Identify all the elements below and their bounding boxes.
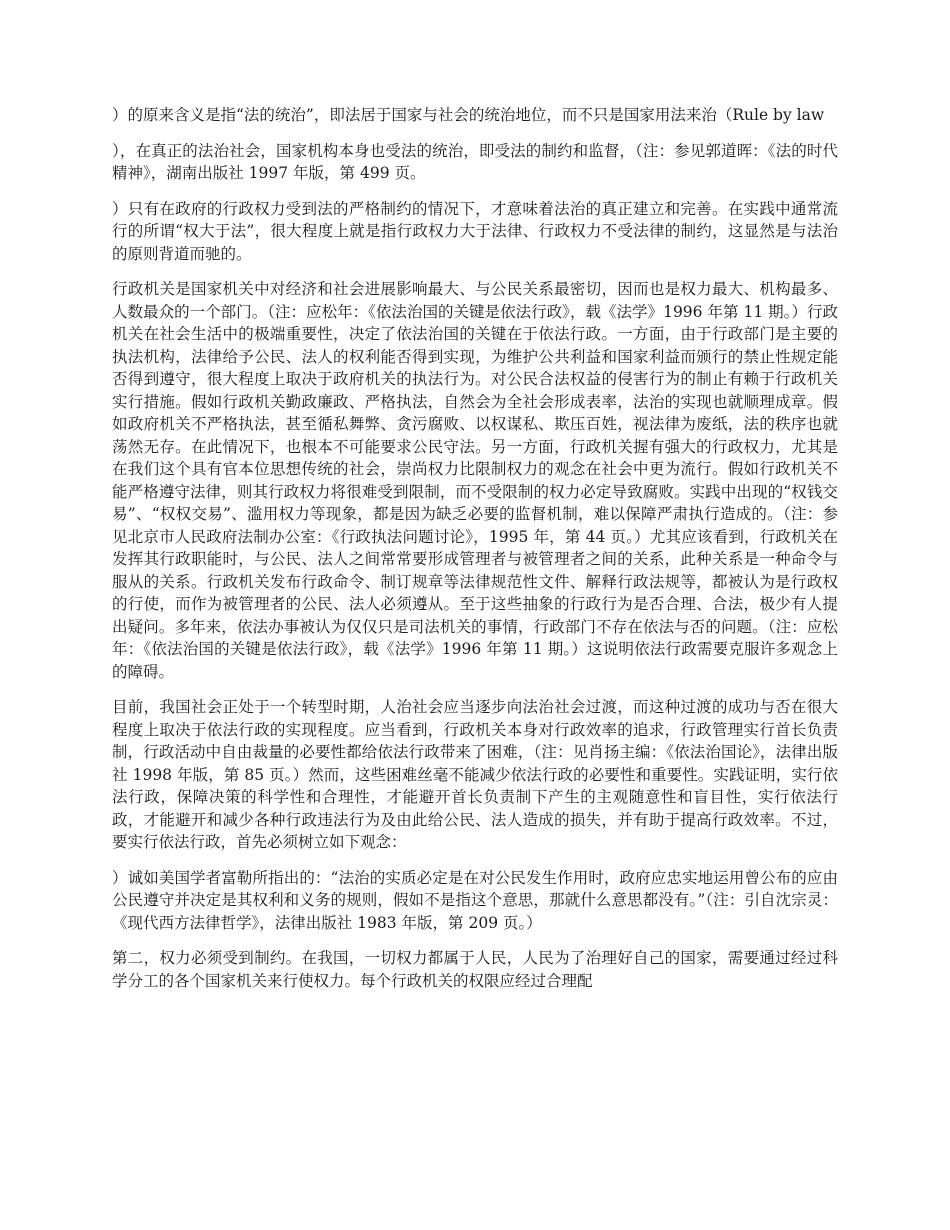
paragraph-1: ）的原来含义是指“法的统治”，即法居于国家与社会的统治地位，而不只是国家用法来治（Rule by law	[112, 106, 825, 124]
paragraph-6: ）诚如美国学者富勒所指出的：“法治的实质必定是在对公民发生作用时，政府应忠实地运用曾公布的应由公民遵守并决定是其权利和义务的规则，假如不是指这个意思，那就什么意思都没有。”（注：引自沈宗灵：《现代西方法律哲学》，法律出版社 1983 年版，第 209 页。）	[112, 868, 838, 932]
paragraph-4: 行政机关是国家机关中对经济和社会进展影响最大、与公民关系最密切，因而也是权力最大、机构最多、人数最众的一个部门。（注：应松年：《依法治国的关键是依法行政》，载《法学》1996 年第 11 期。）行政机关在社会生活中的极端重要性，决定了依法治国的关键在于依法行政。一方面，由于行政部门是主要的执法机构，法律给予公民、法人的权利能否得到实现，为维护公共利益和国家利益而颁行的禁止性规定能否得到遵守，很大程度上取决于政府机关的执法行为。对公民合法权益的侵害行为的制止有赖于行政机关实行措施。假如行政机关勤政廉政、严格执法，自然会为全社会形成表率，法治的实现也就顺理成章。假如政府机关不严格执法，甚至循私舞弊、贪污腐败、以权谋私、欺压百姓，视法律为废纸，法的秩序也就荡然无存。在此情况下，也根本不可能要求公民守法。另一方面，行政机关握有强大的行政权力，尤其是在我们这个具有官本位思想传统的社会，崇尚权力比限制权力的观念在社会中更为流行。假如行政机关不能严格遵守法律，则其行政权力将很难受到限制，而不受限制的权力必定导致腐败。实践中出现的“权钱交易”、“权权交易”、滥用权力等现象，都是因为缺乏必要的监督机制，难以保障严肃执行造成的。（注：参见北京市人民政府法制办公室：《行政执法问题讨论》，1995 年，第 44 页。）尤其应该看到，行政机关在发挥其行政职能时，与公民、法人之间常常要形成管理者与被管理者之间的关系，此种关系是一种命令与服从的关系。行政机关发布行政命令、制订规章等法律规范性文件、解释行政法规等，都被认为是行政权的行使，而作为被管理者的公民、法人必须遵从。至于这些抽象的行政行为是否合理、合法，极少有人提出疑问。多年来，依法办事被认为仅仅只是司法机关的事情，行政部门不存在依法与否的问题。（注：应松年：《依法治国的关键是依法行政》，载《法学》1996 年第 11 期。）这说明依法行政需要克服许多观念上的障碍。	[112, 280, 838, 681]
paragraph-7: 第二，权力必须受到制约。在我国，一切权力都属于人民，人民为了治理好自己的国家，需要通过经过科学分工的各个国家机关来行使权力。每个行政机关的权限应经过合理配	[112, 949, 838, 990]
paragraph-3: ）只有在政府的行政权力受到法的严格制约的情况下，才意味着法治的真正建立和完善。在实践中通常流行的所谓“权大于法”，很大程度上就是指行政权力大于法律、行政权力不受法律的制约，这显然是与法治的原则背道而驰的。	[112, 199, 838, 263]
paragraph-5: 目前，我国社会正处于一个转型时期，人治社会应当逐步向法治社会过渡，而这种过渡的成功与否在很大程度上取决于依法行政的实现程度。应当看到，行政机关本身对行政效率的追求，行政管理实行首长负责制，行政活动中自由裁量的必要性都给依法行政带来了困难，（注：见肖扬主编：《依法治国论》，法律出版社 1998 年版，第 85 页。）然而，这些困难丝毫不能减少依法行政的必要性和重要性。实践证明，实行依法行政，保障决策的科学性和合理性，才能避开首长负责制下产生的主观随意性和盲目性，实行依法行政，才能避开和减少各种行政违法行为及由此给公民、法人造成的损失，并有助于提高行政效率。不过，要实行依法行政，首先必须树立如下观念：	[112, 698, 838, 851]
paragraph-2: ），在真正的法治社会，国家机构本身也受法的统治，即受法的制约和监督，（注：参见郭道晖：《法的时代精神》，湖南出版社 1997 年版，第 499 页。	[112, 141, 838, 182]
